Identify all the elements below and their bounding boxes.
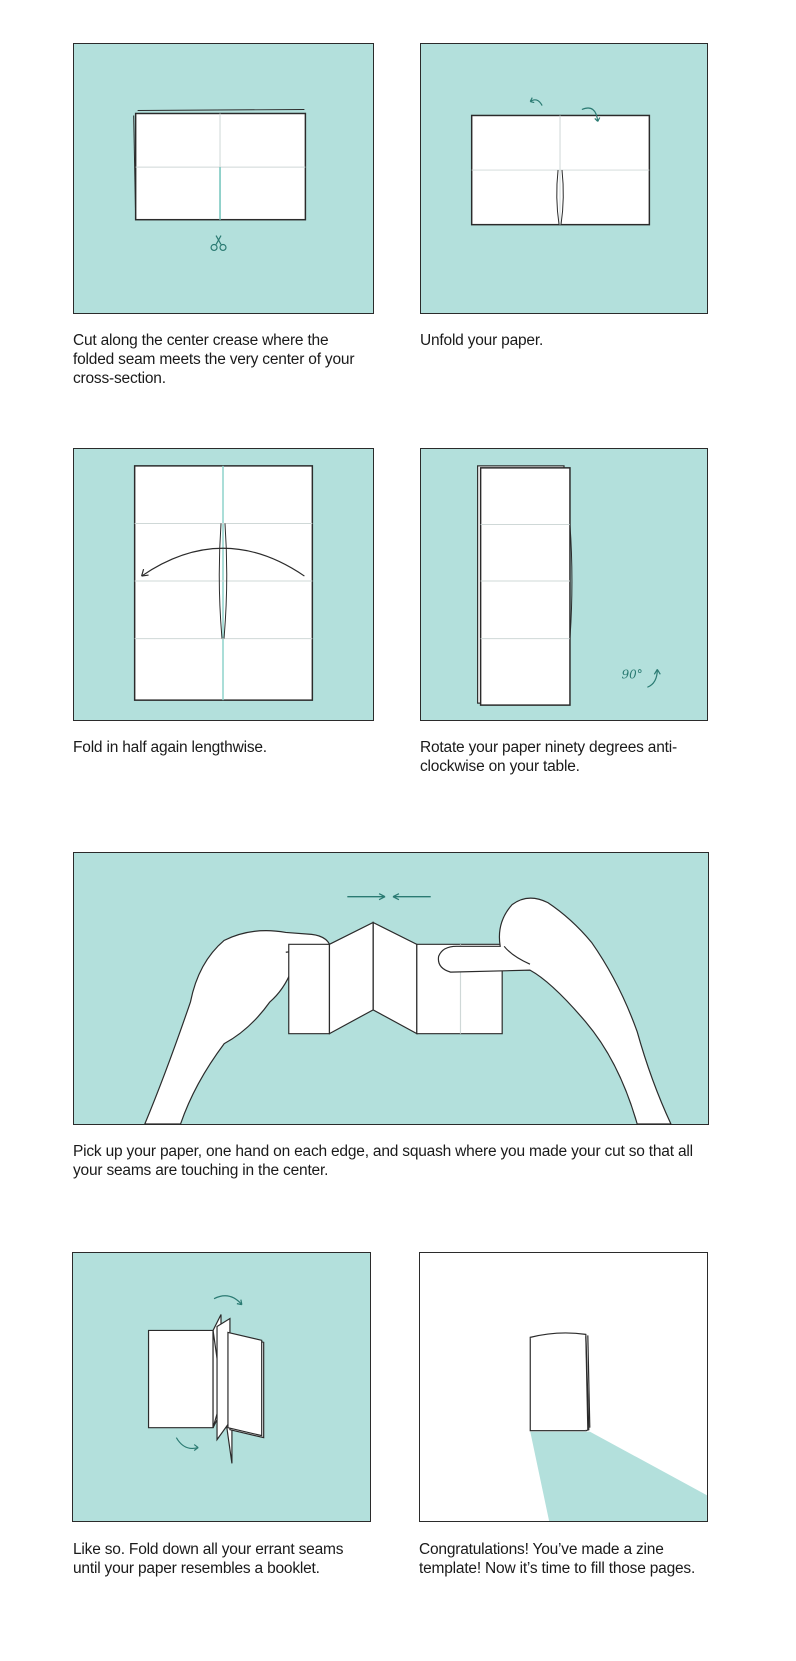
step-6-illustration (72, 1252, 371, 1522)
squash-arrows-icon (347, 894, 430, 900)
unfold-paper-drawing (421, 44, 707, 313)
step-4-caption: Rotate your paper ninety degrees anti-clockwise on your table. (420, 739, 677, 775)
step-2-illustration (420, 43, 708, 314)
step-2-caption: Unfold your paper. (420, 332, 544, 349)
step-4-illustration (420, 448, 708, 721)
step-5-illustration (73, 852, 709, 1125)
step-5-caption: Pick up your paper, one hand on each edge, and squash where you made your cut so that all your seams are touching in the center. (73, 1143, 693, 1179)
step-3-illustration (73, 448, 374, 721)
step-7-caption: Congratulations! You’ve made a zine template! Now it’s time to fill those pages. (419, 1541, 696, 1577)
cut-crease-drawing (74, 44, 373, 313)
step-3-caption: Fold in half again lengthwise. (73, 739, 267, 756)
step-6-caption: Like so. Fold down all your errant seams until your paper resembles a booklet. (73, 1541, 344, 1577)
scissors-icon (211, 236, 226, 251)
fold-lengthwise-drawing (74, 449, 373, 720)
booklet-folding-drawing (73, 1253, 370, 1521)
squash-paper-drawing (74, 853, 708, 1124)
finished-zine-drawing (420, 1253, 707, 1521)
rotate-arrow-icon (647, 669, 660, 687)
step-7-illustration (419, 1252, 708, 1522)
rotation-label: 90° (621, 667, 643, 682)
rotate-paper-drawing (421, 449, 707, 720)
step-1-illustration (73, 43, 374, 314)
step-1-caption: Cut along the center crease where the folded seam meets the very center of your cross-section. (73, 332, 355, 387)
